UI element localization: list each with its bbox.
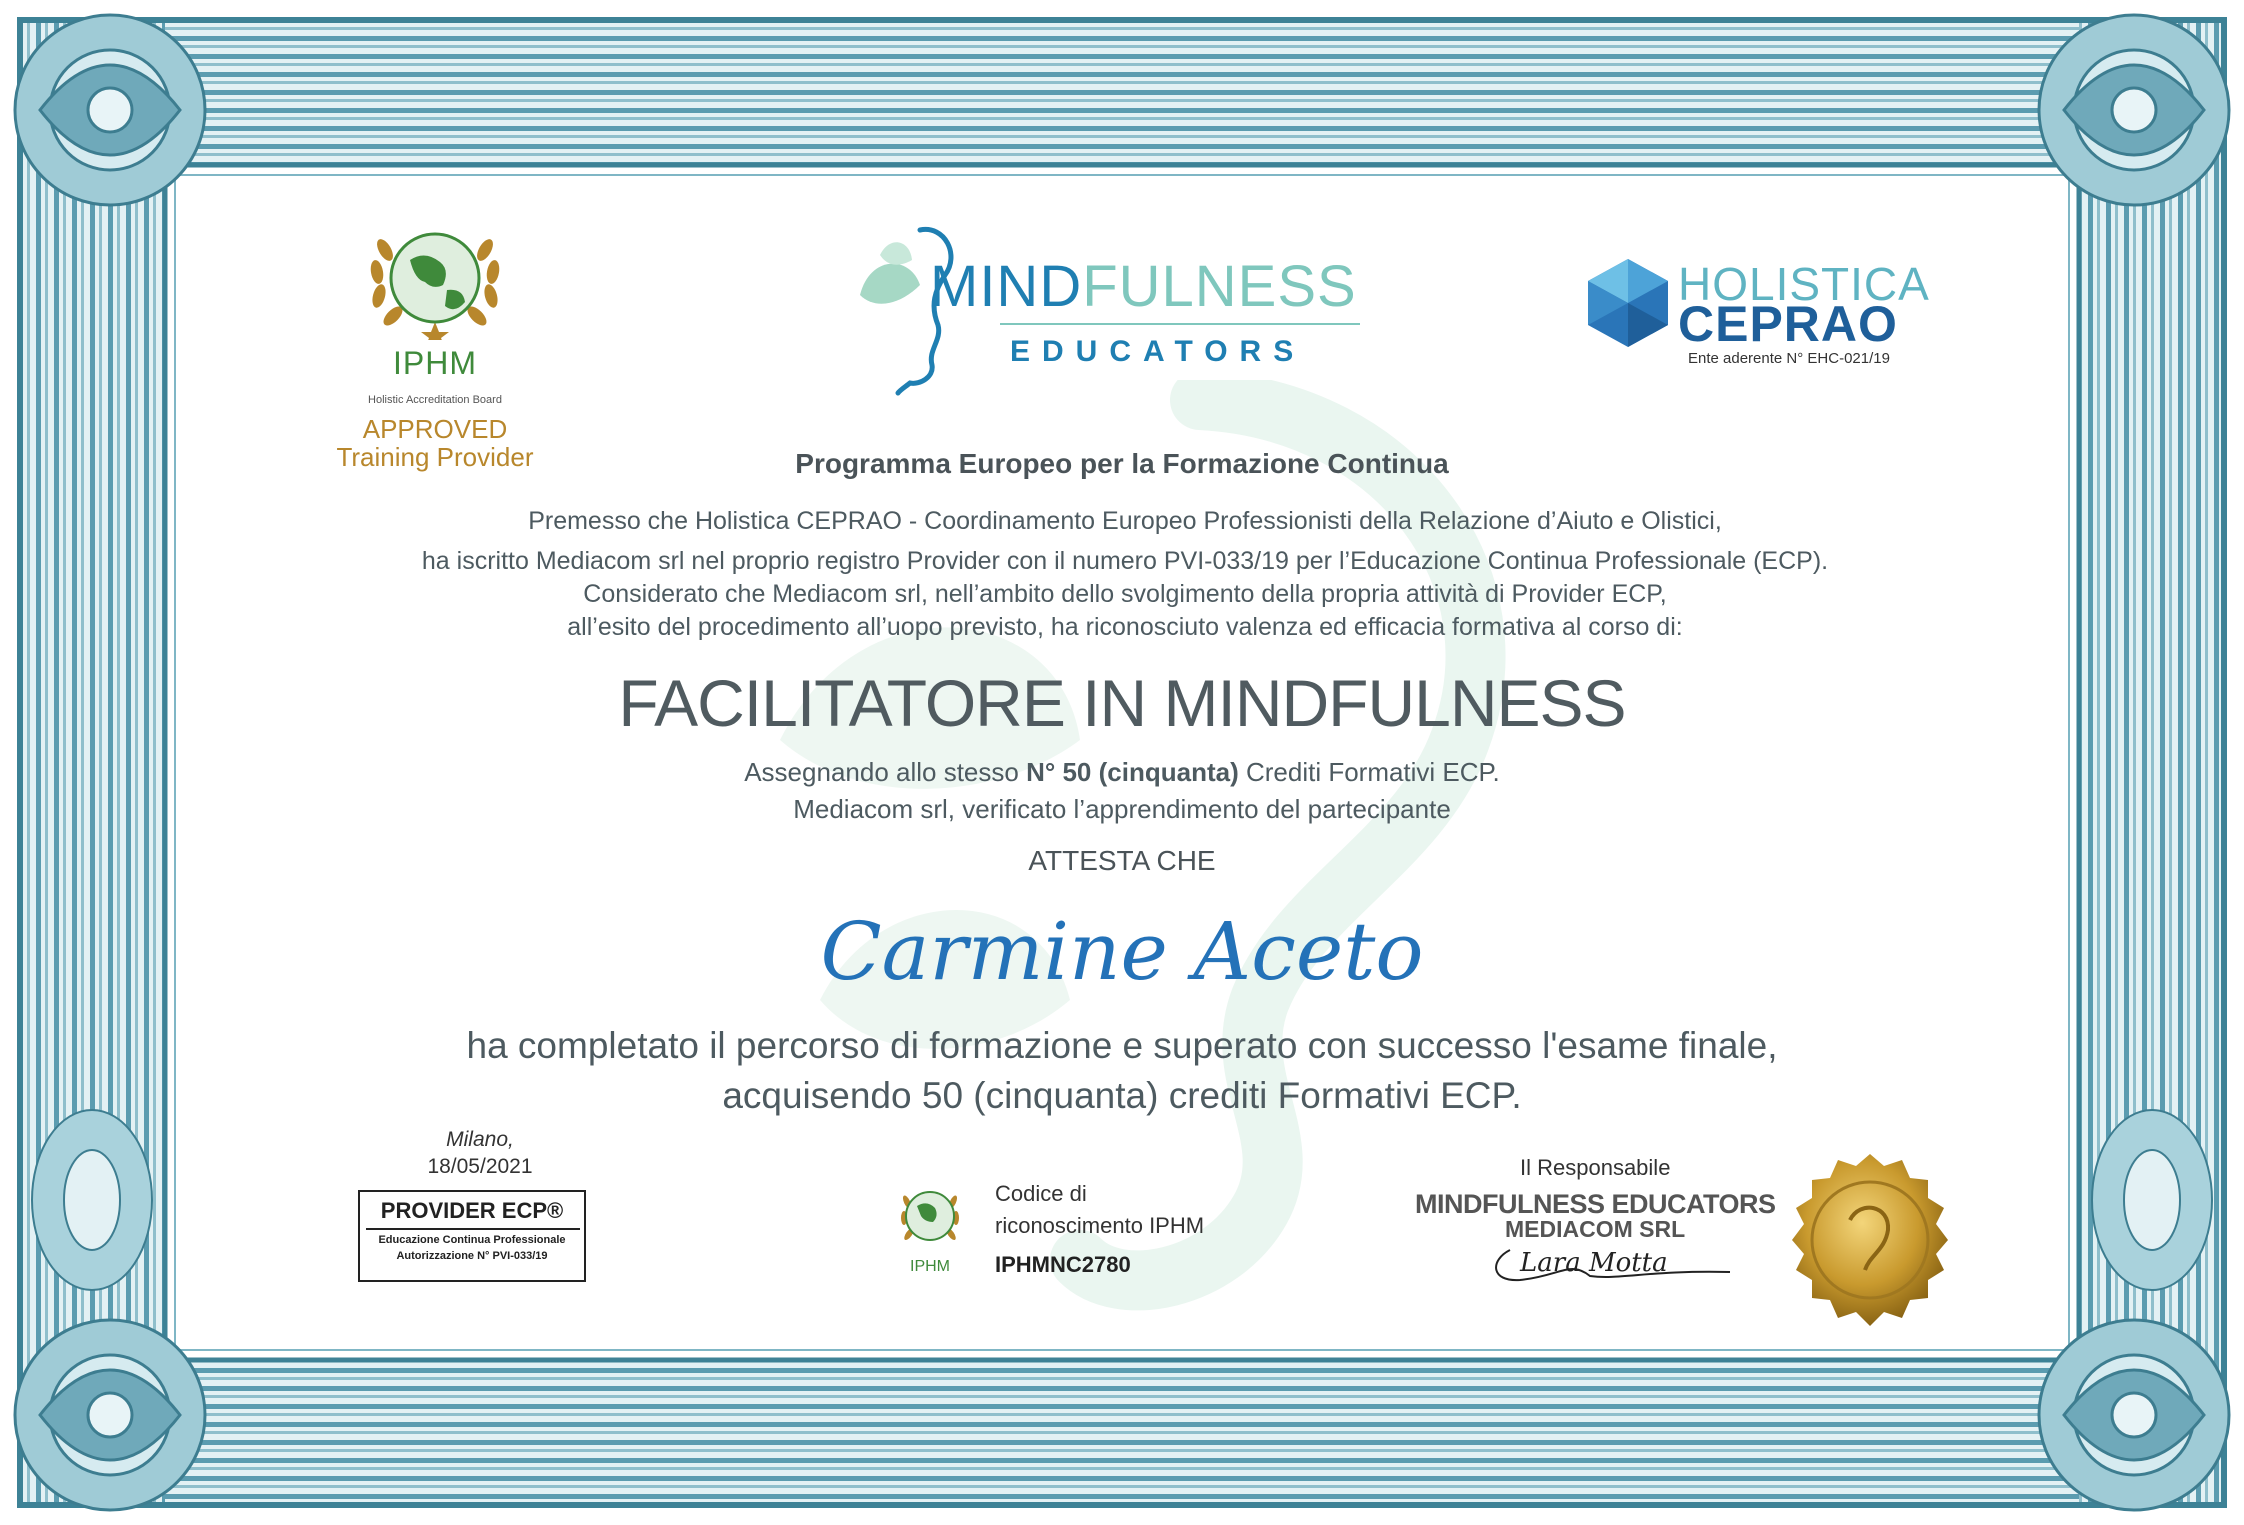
- corner-ornament-top-left: [15, 15, 205, 205]
- provider-ecp-badge: [358, 1190, 586, 1282]
- codice-line-2: riconoscimento IPHM: [995, 1213, 1205, 1238]
- approved-text: APPROVED: [362, 414, 508, 444]
- city-label: Milano,: [446, 1128, 514, 1151]
- hexagon-icon: [1580, 255, 1676, 351]
- participant-name: Carmine Aceto: [820, 905, 1424, 998]
- course-title: FACILITATORE IN MINDFULNESS: [618, 666, 1626, 740]
- holistica-text: HOLISTICA: [1678, 258, 1930, 310]
- mind-text: MIND: [930, 254, 1083, 319]
- ente-aderente-text: Ente aderente N° EHC-021/19: [1688, 350, 1890, 367]
- provider-title: PROVIDER ECP®: [380, 1198, 564, 1223]
- side-ornament-right: [2092, 1110, 2212, 1290]
- holistica-ceprao-logo: [1580, 255, 1930, 375]
- credits-bold: N° 50 (cinquanta): [1026, 757, 1239, 787]
- intro-line-4: all’esito del procedimento all’uopo previsto, ha riconosciuto valenza ed efficacia formativa al corso di:: [567, 613, 1683, 641]
- gold-seal: [1770, 1140, 1970, 1340]
- mindfulness-educators-logo: [850, 215, 1370, 405]
- gold-seal-icon: [1770, 1140, 1970, 1340]
- provider-subtitle-2: Autorizzazione N° PVI-033/19: [396, 1250, 548, 1262]
- codice-line-1: Codice di: [995, 1181, 1087, 1206]
- codice-label: [995, 1178, 1255, 1242]
- iphm-small-logo: [890, 1180, 990, 1280]
- mindfulness-title: [930, 253, 1357, 320]
- corner-ornament-bottom-right: [2039, 1320, 2229, 1510]
- side-ornament-left: [32, 1110, 152, 1290]
- attesta-heading: ATTESTA CHE: [1028, 845, 1216, 876]
- credits-line: [300, 757, 1944, 788]
- corner-ornament-bottom-left: [15, 1320, 205, 1510]
- signature-name: Lara Motta: [1520, 1248, 1668, 1278]
- org-line-1: MINDFULNESS EDUCATORS: [1415, 1189, 1776, 1219]
- iphm-board-label: Holistic Accreditation Board: [368, 394, 502, 406]
- iphm-small-label: IPHM: [910, 1258, 950, 1275]
- signature: [1480, 1240, 1740, 1288]
- logo-divider: [1000, 323, 1360, 325]
- globe-laurel-icon: [895, 1180, 965, 1256]
- codice-number: IPHMNC2780: [995, 1252, 1131, 1277]
- iphm-logo: [315, 210, 555, 480]
- intro-line-2: ha iscritto Mediacom srl nel proprio registro Provider con il numero PVI-033/19 per l’Educazione Continua Professionale (ECP).: [421, 547, 1829, 575]
- fulness-text: FULNESS: [1082, 254, 1357, 319]
- training-provider-text: Training Provider: [336, 442, 534, 472]
- educators-text: EDUCATORS: [1010, 335, 1306, 368]
- programma-heading: Programma Europeo per la Formazione Continua: [795, 448, 1449, 479]
- credits-suffix: Crediti Formativi ECP.: [1238, 757, 1500, 787]
- ceprao-text: CEPRAO: [1678, 296, 1898, 352]
- intro-line-1: Premesso che Holistica CEPRAO - Coordinamento Europeo Professionisti della Relazione d’Aiuto e Olistici,: [528, 507, 1722, 535]
- date-label: 18/05/2021: [427, 1155, 533, 1178]
- globe-laurel-icon: [355, 210, 515, 340]
- intro-line-3: Considerato che Mediacom srl, nell’ambito dello svolgimento della propria attività di Provider ECP,: [583, 580, 1667, 608]
- provider-divider: [366, 1228, 580, 1230]
- iphm-label: IPHM: [393, 345, 477, 381]
- verifica-line: Mediacom srl, verificato l’apprendimento del partecipante: [793, 794, 1451, 824]
- provider-subtitle-1: Educazione Continua Professionale: [378, 1234, 566, 1246]
- iphm-approved-label: [315, 415, 555, 471]
- responsabile-label: Il Responsabile: [1520, 1155, 1671, 1180]
- org-line-2: MEDIACOM SRL: [1505, 1216, 1686, 1242]
- completion-line-2: acquisendo 50 (cinquanta) crediti Formativi ECP.: [722, 1075, 1522, 1116]
- completion-line-1: ha completato il percorso di formazione e superato con successo l'esame finale,: [466, 1025, 1778, 1066]
- corner-ornament-top-right: [2039, 15, 2229, 205]
- credits-prefix: Assegnando allo stesso: [744, 757, 1027, 787]
